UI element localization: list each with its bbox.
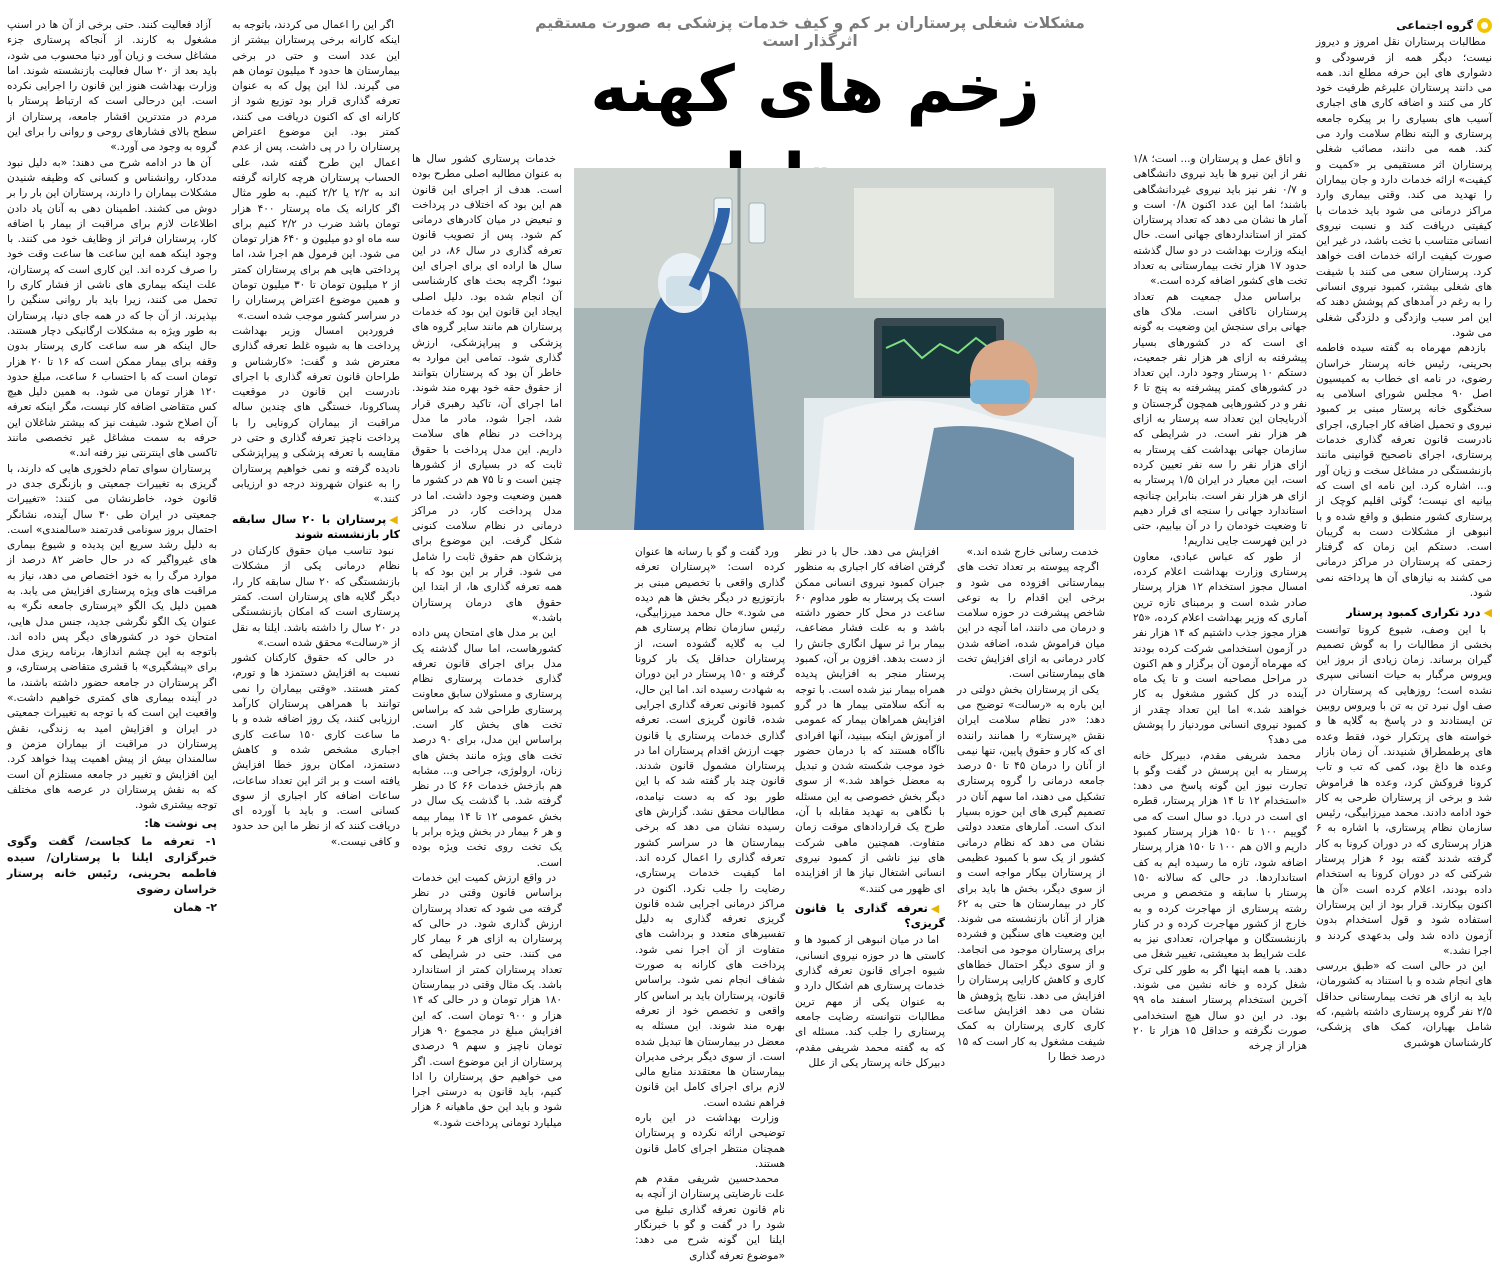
subheading-marker-icon: ◀	[1483, 606, 1492, 620]
subheading-text: تعرفه گذاری یا قانون گریزی؟	[795, 901, 945, 931]
paragraph: پرستاران سوای تمام دلخوری هایی که دارند، با گریزی به تغییرات جمعیتی و بازنگری جدی در قانون خود، خاطرنشان می کنند: «تغییرات جمعیتی در ایران طی ۳۰ سال آینده، نشانگر احتمال بروز سونامی قدرتمند «سالمندی» است. به دلیل رشد سریع این پدیده و شیوع بیماری های غیرواگیر که در حال حاضر ۸۲ درصد از موارد مرگ را به خود اختصاص می دهد، نیاز به مراقبت های ویژه پرستاری افزایش می یابد. به همین دلیل یک الگو «پرستاری جامعه نگر» به عنوان یک الگو نگرشی جدید، جنس مدل هایی، امتحان خود در کشورهای دیگر پس داده اند. باتوجه به این چشم اندازها، برنامه ریزی مدل برای «پیشگیری» با قشری متقاضی پرستاری، و اگر پرستاران در جامعه حضور داشته باشند، ما در آینده بیماری های کمتری خواهیم داشت.» واقعیت این است که با توجه به تغییرات جمعیتی در ایران و افزایش امید به زندگی، نقش پرستاران در مراقبت از بیماران مزمن و سالمندان بیش از پیش اهمیت پیدا خواهد کرد. این افزایش و تغییر در جامعه مستلزم آن است که به نقش پرستاران در عرصه های مختلف توجه بیشتری شود.	[7, 462, 217, 812]
paragraph: با این وصف، شیوع کرونا توانست بخشی از مطالبات را به گوش تصمیم گیران برساند. زمان زیادی از بروز این ویروس مرگبار به حیات انسانی سپری نشده است؛ روزهایی که پرستاران در صف اول نبرد تن به تن با ویروس روبین تن ایستادند و در پاسخ به گلایه ها و خواسته های پرتکرار خود، فقط وعده های پرطمطراق شنیدند. آن زمان بازار وعده ها داغ بود، کمی که تب و تاب کرونا فروکش کرد، وعده ها فراموش شد و برخی از پرستاران طرحی به کار خود ادامه دادند. محمد میرزابیگی، رئیس سازمان نظام پرستاری، با اشاره به ۶ هزار پرستاری که در دوران کرونا به کار گرفته شدند گفته بود ۶ هزار پرستار شرکتی که در دوران کرونا به استخدام داده بودند، اعلام کرده است «آن ها اکنون بیکارند. قرار بود از این پرستاران استفاده شود و قول استخدام بدون آزمون داده شد ولی بدعهدی کردند و اجرا نشد.»	[1316, 623, 1492, 957]
column-3	[957, 545, 1106, 1063]
paragraph: نبود تناسب میان حقوق کارکنان در نظام درمانی یکی از مشکلات بازنشستگی که ۲۰ سال سابقه کار را، دیگر گلایه های پرستاران است. کمتر پرستاری است که امکان بازنشستگی در ۲۰ سال را داشته باشد. ایلنا به نقل از «رسالت» محقق شده است.»	[232, 545, 401, 649]
column-5	[635, 545, 785, 1262]
subheading	[795, 901, 945, 932]
subheading-marker-icon: ◀	[930, 901, 945, 915]
paragraph: محمد شریفی مقدم، دبیرکل خانه پرستار به این پرسش در گفت وگو با تجارت نیوز این گونه پاسخ می دهد: «استخدام ۱۲ تا ۱۴ هزار پرستار، قطره ای است در دریا. دو سال است که می گوییم ۱۰۰ تا ۱۵۰ هزار پرستار کمبود داریم و الان هم ۱۰۰ تا ۱۵۰ هزار پرستار اضافه شود، تازه ما رسیده ایم به کف استانداردها. در حالی که سالانه ۱۵۰ پرستار با سابقه و متخصص و مربی رشته پرستاری از مهاجرت کرده و به خارج از کشور مهاجرت کرده و در کنار بازنشستگان و مهاجران، تعدادی نیز به علت شرایط بد معیشتی، تغییر شغل می دهند. با همه اینها اگر به طور کلی ترک شغل کرده و خانه نشین می شوند. آخرین استخدام پرستار اسفند ماه ۹۹ بود. در این دو سال هیچ استخدامی صورت نگرفته و حداقل ۱۵ هزار تا ۲۰ هزار از چرخه	[1133, 749, 1308, 1053]
paragraph: بازدهم مهرماه به گفته سیده فاطمه بحرینی، رئیس خانه پرستار خراسان رضوی، در نامه ای خطاب به کمیسیون اصل ۹۰ مجلس شورای اسلامی به سخنگوی خانه پرستار مبنی بر کمبود نیروی و تحمیل اضافه کار اجباری، اجرای نادرست قانون تعرفه گذاری خدمات پرستاری، اجرای ناصحیح قوانینی مانند بازنشستگی در مشاغل سخت و زیان آور و... اشاره کرد. این نامه ای است که بیانیه ای نیست؛ گوئی اقلیم کوچک از پرستاری کشور منطبق و واقع شده و با انبوهی از مشکلات دست به گریبان است. دستکم این زمان که گرفتار زحمتی که پرستاران در مراکز درمانی می کشند به نیازهای آن ها پرداخته نمی شود.	[1316, 342, 1493, 599]
column-2	[1133, 152, 1308, 1053]
footnote-1: ۱- تعرفه ما کجاست/ گفت وگوی خبرگزاری ایلنا با پرستاران/ سیده فاطمه بحرینی، رئیس خانه پرستار خراسان رضوی	[7, 834, 217, 896]
paragraph: محمدحسین شریفی مقدم هم علت نارضایتی پرستاران از آنچه به نام قانون تعرفه گذاری تبلیغ می شود را در گفت و گو با خبرنگار ایلنا این گونه شرح می دهد: «موضوع تعرفه گذاری	[635, 1173, 785, 1262]
paragraph: از طور که عباس عبادی، معاون پرستاری وزارت بهداشت اعلام کرده، امسال مجوز استخدام ۱۲ هزار پرستار صادر شده است و برمبنای تازه ترین آماری که وزیر بهداشت اعلام کرده، «۲۵ هزار مجوز جذب داشتیم که ۱۴ هزار نفر در آزمون استخدامی شرکت کرده بودند که مهرماه آزمون آن برگزار و هم اکنون در مراحل مصاحبه است و تا یک ماه آینده در کل کشور مشغول به کار خواهند شد.» اما این تعداد چقدر از کمبود نیروی انسانی موردنیاز را پوشش می دهد؟	[1133, 550, 1307, 747]
paragraph: ورد گفت و گو با رسانه ها عنوان کرده است: «پرستاران تعرفه گذاری واقعی با تخصیص مبنی بر بازتوزیع در دیگر بخش ها هم دیده می شود.» حال محمد میرزابیگی، رئیس سازمان نظام پرستاری هم لب به گلایه گشوده است، از پرستاران حداقل یک بار کرونا گرفته و ۱۵۰ پرستار در این دوران به شهادت رسیده اند. اما این حال، کمبود قانونی تعرفه گذاری اجرایی شده، قانون گریزی است. تعرفه گذاری خدمات پرستاری یا قانون جهت ارزش اقدام پرستاران اما در پرستاران مشمول قانون شدند. قانون چند بار گفته شد که با این طور بود که به دست نیامده، مطالبات محقق نشد. گزارش های رسیده نشان می دهد که برخی بیمارستان ها در سراسر کشور تعرفه گذاری را اعمال کرده اند. اما کیفیت خدمات پرستاری، رضایت را جلب نکرد. اکنون در مراکز درمانی اجرایی شده قانون گریزی تعرفه گذاری به دلیل تفسیرهای متعدد و برداشت های متفاوت از آن اجرا نمی شود. پرداخت های کارانه به صورت شفاف انجام نمی شود. براساس قانون، پرستاران باید بر اساس کار واقعی و تخصص خود از تعرفه بهره مند شوند. این مسئله به معضل در بیمارستان ها تبدیل شده است. از سوی دیگر برخی مدیران بیمارستان ها معتقدند منابع مالی لازم برای اجرای کامل این قانون فراهم نشده است.	[635, 546, 785, 1109]
publication-logo-icon	[1477, 18, 1492, 33]
subheading-text: درد تکراری کمبود پرستار	[1346, 606, 1481, 620]
column-4	[795, 545, 945, 1069]
paragraph: مطالبات پرستاران نقل امروز و دیروز نیست؛ دیگر همه از فرسودگی و دشواری های این حرفه مطلع اند. همه می دانند پرستاران علیرغم ظرفیت خود کار می کنند و اضافه کاری های اجباری آسیب های بسیاری را بر پیکره جامعه پرستاری و البته نظام سلامت وارد می کند. همه می دانند، مصائب شغلی پرستاران اثر مستقیمی بر «کمیت و کیفیت» ارائه خدمات دارد و جان بیماران را تهدید می کند. وقتی بیماری وارد مراکز درمانی می شود باید خدمات با کیفیتی دریافت کند و نسبت نیروی انسانی متناسب با تخت باشد، در غیر این صورت کیفیت ارائه خدمات افت خواهد کرد. پرستاران سعی می کنند با شیفت های شغلی بیشتر، کمبود نیروی انسانی را به رغم در آمدهای کم پوشش دهند که این امر سبب وازدگی و دلزدگی شغلی می شود.	[1316, 36, 1492, 339]
paragraph: آزاد فعالیت کنند. حتی برخی از آن ها در اسنپ مشغول به کارند. از آنجاکه پرستاری جزء مشاغل سخت و زیان آور دنیا محسوب می شود، باید بعد از ۲۰ سال فعالیت بازنشسته شوند. اما وزارت بهداشت هنوز این قانون را اجرایی نکرده است. این درحالی است که ارتباط پرستار با مردم در متدترین اقشار جامعه، پرستاران از سطح بالای فشارهای روحی و روانی را برای این گروه به وجود می آورد.»	[7, 19, 217, 154]
subheading	[1316, 605, 1492, 620]
column-6	[412, 152, 563, 1129]
column-7	[232, 18, 400, 1010]
column-1	[1316, 18, 1493, 1049]
paragraph: در واقع ارزش کمیت این خدمات براساس قانون وقتی در نظر گرفته می شود که تعداد پرستاران ارزش گذاری شود. در حالی که پرستاران به ازای هر ۶ بیمار کار می کنند. حتی در شرایطی که تعداد پرستاران کمتر از استاندارد باشد. یک مثال وقتی در بیمارستان ۱۸۰ هزار تومان و در حالی که ۱۴ هزار و ۹۰۰ تومان است. که این افزایش مبلغ در مجموع ۹۰ هزار تومان ناچیز و سهم ۹ درصدی پرستاران از این موضوع است. اگر می خواهیم حق پرستاران را ادا کنیم، باید قانون به درستی اجرا شود و باید این حق ماهیانه ۶ هزار میلیارد تومانی پرداخت شود.»	[412, 871, 563, 1129]
paragraph: فروردین امسال وزیر بهداشت پرداخت ها به شیوه غلط تعرفه گذاری معترض شد و گفت: «کارشناس و طراحان قانون تعرفه گذاری با اجرای نادرست این قانون در موقعیت پساکرونا، خستگی های چندین ساله مراقبت از بیماران کرونایی را با پرداخت ناچیز تعرفه گذاری و حتی در مقایسه با تعرفه پزشکی و پیراپزشکی نادیده گرفته و نمی خواهیم پرستاران را به عنوان شهروند درجه دو ارزیابی کنند.»	[232, 324, 400, 506]
paragraph: این بر مدل های امتحان پس داده کشورهاست، اما سال گذشته یک مدل برای اجرای قانون تعرفه گذاری خدمات پرستاری نظام پرستاری و مسئولان سابق معاونت پرستاری طراحی شد که براساس تخت های بخش کار است. براساس این مدل، برای ۹۰ درصد تخت های ویژه مانند بخش های زنان، ارولوژی، جراحی و... مشابه هم بازخش خدمات ۶۶ کا در نظر گرفته شد. با گذشت یک سال در بخش عمومی ۱۲ تا ۱۴ بیمار بیمه و هر ۶ بیمار در بخش ویژه برابر با یک تخت روی تخت ویژه بوده است.	[412, 627, 562, 869]
section-label	[1316, 18, 1492, 33]
footnote-2: ۲- همان	[173, 900, 217, 914]
paragraph: اگر این را اعمال می کردند، باتوجه به اینکه کارانه برخی پرستاران بیشتر از این عدد است و حتی در برخی بیمارستان ها حدود ۴ میلیون تومان هم می گیرند. لذا این پول که به عنوان تعرفه گذاری قرار بود توزیع شود از کارانه ای که اکنون دریافت می کنند، کمتر بود. این موضوع اعتراض پرستاران را در پی داشت. پس از عدم اعمال این طرح گفته شد، علی الحساب پرستاران هرچه کارانه گرفته اند به ۲/۲ یا ۲/۲ کنیم. به طور مثال اگر کارانه یک ماه پرستار ۴۰۰ هزار تومان باشد ضرب در ۲/۲ کنیم برای سه ماه او دو میلیون و ۶۴۰ هزار تومان می شود. این فرمول هم اجرا شد، اما پرداختی هایی هم برای پرستاران کمتر از ۲ میلیون تومان تا ۳۰ میلیون تومان و همین موضوع اعتراض پرستاران را در سراسر کشور موجب شده است.»	[232, 19, 401, 322]
subheading-marker-icon: ◀	[389, 512, 400, 526]
paragraph: آن ها در ادامه شرح می دهند: «به دلیل نبود مددکار، روانشناس و کسانی که وظیفه شنیدن مشکلات بیماران را دارند، پرستاران این بار را بر دوش می کشند. اطمینان دهی به آنان یاد دادن اطلاعات لازم برای مراقبت از بیمار با اضافه کار، پرستاران فراتر از وظایف خود می کنند. با وجود اینکه همه این ساعت ها ساعت وقت خود را صرف کرده اند. این کاری است که پرستاران، علت اینکه بیماری های ناشی از فشار کاری را تحمل می کنند، زیرا باید بار روانی سنگین را بپذیرند. از آن جا که در همه جای دنیا، پرستاران به طور ویژه به مشکلات ارگانیکی دچار هستند. حال اینکه هر سه ساعت کاری پرستار بدون وقفه برای بیمار ممکن است که ۱۶ تا ۲۰ هزار تومان است که با احتساب ۶ ساعت، مبلغ حدود ۱۲۰ هزار تومان می شود. به همین دلیل هیچ کس متقاضی اضافه کار نیست، مگر اینکه تعرفه آن اصلاح شود. شیفت نیز که بیشتر شاغلان این حرفه به سمت مشاغل غیر تخصصی مانند تاکسی های اینترنتی نیز رفته اند.»	[7, 156, 217, 460]
paragraph: و اتاق عمل و پرستاران و... است؛ ۱/۸ نفر از این نیرو ها باید نیروی دانشگاهی و ۰/۷ نفر نیز باید نیروی غیردانشگاهی باشند؛ اما این عدد اکنون ۰/۸ است و آمار ها نشان می دهد که تعداد پرستاران کمتر از استانداردهای جهانی است. حال اینکه وزارت بهداشت در دو سال گذشته حدود ۱۷ هزار تخت بیمارستانی به تعداد تخت های کشور اضافه کرده است.»	[1133, 153, 1308, 288]
subheading-text: پرستاران با ۲۰ سال سابقه کار بازنشسته شوند	[232, 512, 400, 541]
paragraph: در حالی که حقوق کارکنان کشور نسبت به افزایش دستمزد ها و تورم، کمتر هستند. «وقتی بیماران را نمی توانند با همراهی پرستاران کارآمد ارزیابی کنند، یک روز اضافه شده و با ما ساعت کاری ۱۵۰ ساعت کاری اجباری مشخص شده و کاهش دستمزد، امکان بروز خطا افزایش یافته است و بر اثر این تعداد ساعات، ساعات اضافه کار اجباری از سوی کسانی است. و باید با آورده ای دریافت کنند که از نظر ما این حد حدود و کافی نیست.»	[232, 652, 400, 848]
article-kicker: مشکلات شغلی پرستاران بر کم و کیف خدمات پزشکی به صورت مستقیم اثرگذار است	[535, 14, 1085, 50]
paragraph: این در حالی است که «طبق بررسی های انجام شده و با استناد به کشورمان، باید به ازای هر تخت بیمارستانی حداقل ۲/۵ نفر گروه پرستاری داشته باشیم، که شامل بهیاران، کمک های پزشکی، کارشناسان هوشبری	[1316, 960, 1492, 1049]
paragraph: یکی از پرستاران بخش دولتی در این باره به «رسالت» توضیح می دهد: «در نظام سلامت ایران نقش «پرستار» را همانند راننده ای که کار و حقوق پایین، تنها نیمی از آنان را درمان ۴۵ تا ۵۰ درصد جامعه درمانی را گروه پرستاری تشکیل می دهند، اما سهم آنان در تصمیم گیری های این حوزه بسیار اندک است. آمارهای متعدد دولتی نشان می دهد که نظام درمانی کشور از یک سو با کمبود عظیمی از پرستاران بیکار مواجه است و از سوی دیگر، بخش ها باید برای کار در بیمارستان ها حتی به ۶۲ هزار از آنان بازنشسته می شوند. این وضعیت های سنگین و فشرده برای پرستاران موجود می انجامد. و از سوی دیگر احتمال خطاهای کاری و کاهش کارایی پرستاران را افزایش می دهد. نتایج پژوهش ها نشان می دهد افزایش ساعت کاری کاری پرستاران به کمک شیفت مشغول به کار است که ۱۵ درصد خطا را	[957, 683, 1106, 1063]
paragraph: براساس مدل جمعیت هم تعداد پرستاران ناکافی است. ملاک های جهانی برای سنجش این وضعیت به گونه ای است که در کشورهای بسیار پیشرفته به ازای هر هزار نفر جمعیت، دستکم ۱۰ پرستار وجود دارد. این تعداد در کشورهای کمتر پیشرفته به پنج تا ۶ نفر و در کشورهایی همچون گرجستان و آذربایجان این تعداد سه پرستار به ازای هر هزار نفر است. در شرایطی که سازمان جهانی بهداشت کف پرستار به ازای هزار نفر را سه نفر تعیین کرده است، این معیار در ایران ۱/۵ پرستار به ازای هر هزار نفر است. بنابراین چنانچه استاندارد جهانی را سنجه ای قرار دهیم تا وضعیت خودمان را در آن بیابیم، حتی در این فهرست جایی نداریم!	[1133, 290, 1307, 548]
paragraph: خدمات پرستاری کشور سال ها به عنوان مطالبه اصلی مطرح بوده است. هدف از اجرای این قانون هم این بود که اختلاف در پرداخت و تبعیض در میان کادرهای درمانی کم شود. پس از تصویب قانون تعرفه گذاری در سال ۸۶، در این سال ها اراده ای برای اجرای این نبود؛ اگرچه بحث های کارشناسی آن انجام شده بود. دلیل اصلی ایجاد این قانون این بود که خدمات پرستاران هم مانند سایر گروه های پزشکی و پیراپزشکی، ارزش گذاری شود. تمامی این موارد به خاطر آن بود که پرستاران بتوانند از حقوق حقه خود بهره مند شوند. اما اجرای آن، تاکید رهبری قرار شد، اجرا شود، مادر ما مدل پرداخت در نظام های سلامت داریم. این مدل پرداخت با حقوق ثابت که در بسیاری از کشورها چنین است و تا ۷۵ هم در کشور ما همین وضعیت وجود داشت. اما در مدل پرداخت کار، در مراکز درمانی در نظام سلامت کنونی شکل گرفت. این موضوع برای پزشکان هم حقوق ثابت را شامل می شود. قرار بر این بود که با همه تعرفه گذاری ها، از ابتدا این حقوق های درمان پرستاران باشد.»	[412, 153, 563, 624]
section-name: گروه اجتماعی	[1396, 19, 1473, 32]
paragraph: اگرچه پیوسته بر تعداد تخت های بیمارستانی افزوده می شود و برخی این اقدام را به نوعی شاخص پیشرفت در حوزه سلامت و درمان می دانند، اما آنچه در این میان فراموش شده، اضافه شدن کادر درمانی به ازای افزایش تخت های بیمارستانی است.	[957, 561, 1105, 681]
paragraph: اما در میان انبوهی از کمبود ها و کاستی ها در حوزه نیروی انسانی، شیوه اجرای قانون تعرفه گذاری خدمات پرستاری هم اشکال دارد و به عنوان یکی از مهم ترین مطالبات نتوانسته رضایت جامعه پرستاری را جلب کند. مسئله ای که به گفته محمد شریفی مقدم، دبیرکل خانه پرستار یکی از علل	[795, 934, 945, 1069]
paragraph: افزایش می دهد. حال با در نظر گرفتن اضافه کار اجباری به منظور جبران کمبود نیروی انسانی ممکن است یک پرستار به طور مداوم ۶۰ ساعت در محل کار حضور داشته باشد و به علت فشار مضاعف، بیمار برا ثر سهل انگاری جانش را از دست بدهد. افزون بر آن، کمبود پرستار منجر به افزایش پدیده همراه بیمار نیز شده است. با توجه به آنکه سلامتی بیمار ها در گرو افزایش همراهان بیمار که عمومی از آموزش اینکه ببینید، آنها افرادی ناآگاه هستند که با درمان حضور خود موجب شکسته شدن و تبدیل به معضل خواهد شد.» از سوی دیگر بخش خصوصی به این مسئله با نگاهی به تهدید مقابله با آن، طرح یک قراردادهای موقت زمان متفاوت. همچنین ماهی شرکت های نیز ناشی از کمبود نیروی انسانی اشتغال نیاز ها از افزاینده ای ظهور می کنند.»	[795, 546, 945, 895]
hospital-ward-image	[574, 168, 1106, 530]
nurse-patient-photo	[574, 168, 1106, 530]
column-8	[7, 18, 217, 1010]
paragraph: خدمت رسانی خارج شده اند.»	[966, 546, 1099, 558]
footnotes-title: پی نوشت ها:	[144, 817, 217, 831]
subheading	[232, 512, 400, 543]
article-headline: زخم های کهنه	[590, 53, 1040, 127]
paragraph: وزارت بهداشت در این باره توضیحی ارائه نکرده و پرستاران همچنان منتظر اجرای کامل قانون هستند.	[635, 1111, 785, 1170]
